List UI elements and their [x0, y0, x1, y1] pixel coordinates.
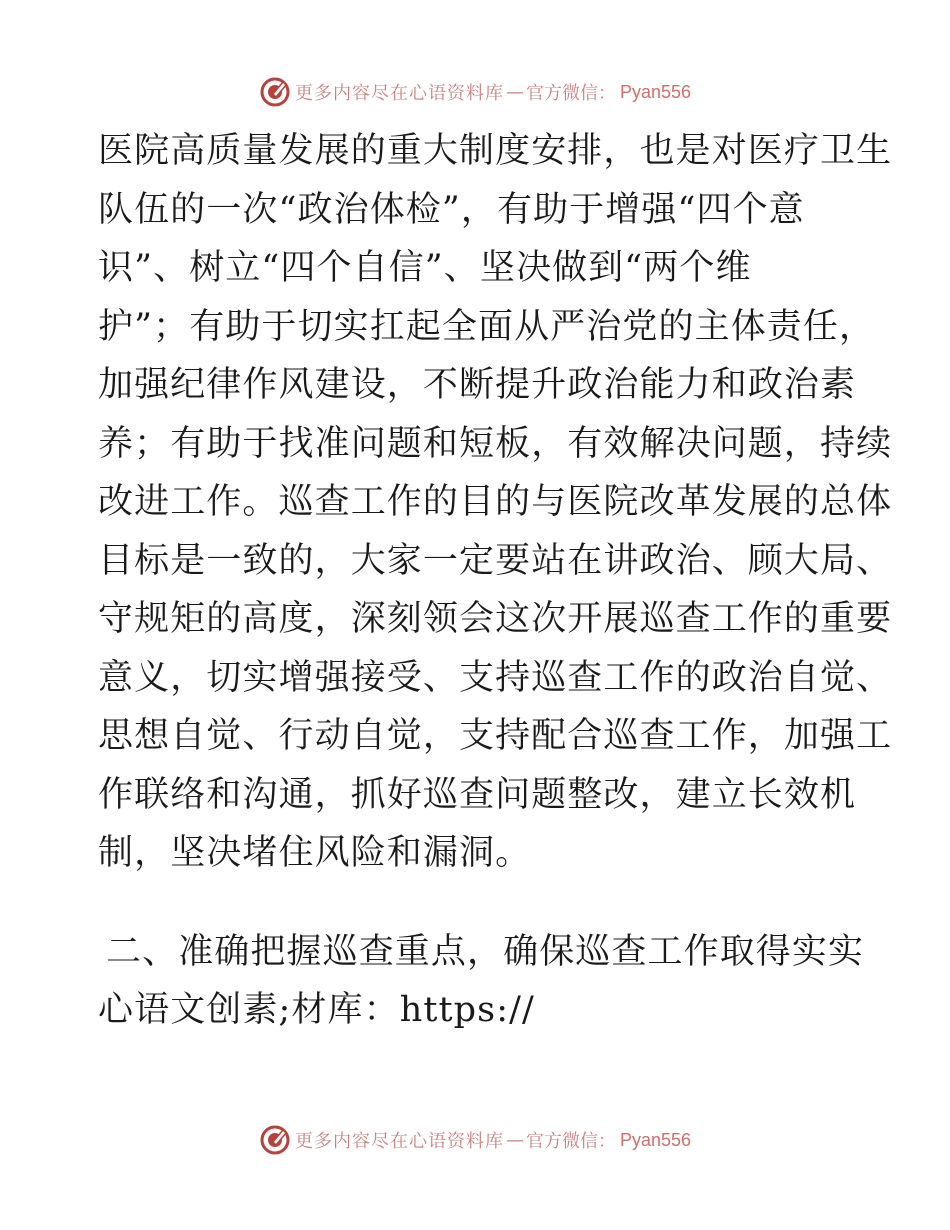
footer-official-label: 官方微信：: [525, 1131, 616, 1152]
paragraph-gap: [98, 883, 858, 923]
footer-banner: [0, 1120, 950, 1160]
section-heading: 二、准确把握巡查重点，确保巡查工作取得实实: [106, 931, 865, 972]
paragraph-line: 养；有助于找准问题和短板，有效解决问题，持续: [98, 423, 893, 464]
footer-banner-text: 更多内容尽在心语资料库: [294, 1131, 504, 1152]
paragraph-line: 队伍的一次“政治体检”，有助于增强“四个意: [98, 189, 805, 230]
footer-wechat-id: Pyan556: [619, 1129, 692, 1150]
paragraph-line: 意义，切实增强接受、支持巡查工作的政治自觉、: [98, 657, 893, 698]
header-banner-separator: —: [505, 81, 524, 103]
brand-logo-icon: [259, 1124, 291, 1156]
paragraph-line: 思想自觉、行动自觉，支持配合巡查工作，加强工: [98, 716, 893, 756]
paragraph-line: 作联络和沟通，抓好巡查问题整改，建立长效机: [98, 774, 857, 815]
footer-banner-separator: —: [505, 1129, 524, 1151]
document-body: [98, 122, 893, 1040]
paragraph-line: 医院高质量发展的重大制度安排，也是对医疗卫生: [98, 131, 893, 171]
paragraph-line: 加强纪律作风建设，不断提升政治能力和政治素: [98, 365, 857, 405]
paragraph-line: 制，坚决堵住风险和漏洞。: [98, 833, 532, 873]
paragraph-line: 护”；有助于切实扛起全面从严治党的主体责任，: [98, 306, 876, 347]
header-official-label: 官方微信：: [525, 83, 616, 104]
paragraph-line: 改进工作。巡查工作的目的与医院改革发展的总体: [98, 482, 893, 522]
paragraph-line: 守规矩的高度，深刻领会这次开展巡查工作的重要: [98, 599, 893, 639]
header-wechat-id: Pyan556: [619, 81, 692, 102]
paragraph-line: 目标是一致的，大家一定要站在讲政治、顾大局、: [98, 540, 893, 581]
header-banner: [0, 72, 950, 112]
paragraph-line: 识”、树立“四个自信”、坚决做到“两个维: [98, 248, 752, 288]
header-banner-text: 更多内容尽在心语资料库: [294, 83, 504, 104]
brand-logo-icon: [259, 76, 291, 108]
source-line: 心语文创素;材库：https://: [98, 990, 535, 1030]
